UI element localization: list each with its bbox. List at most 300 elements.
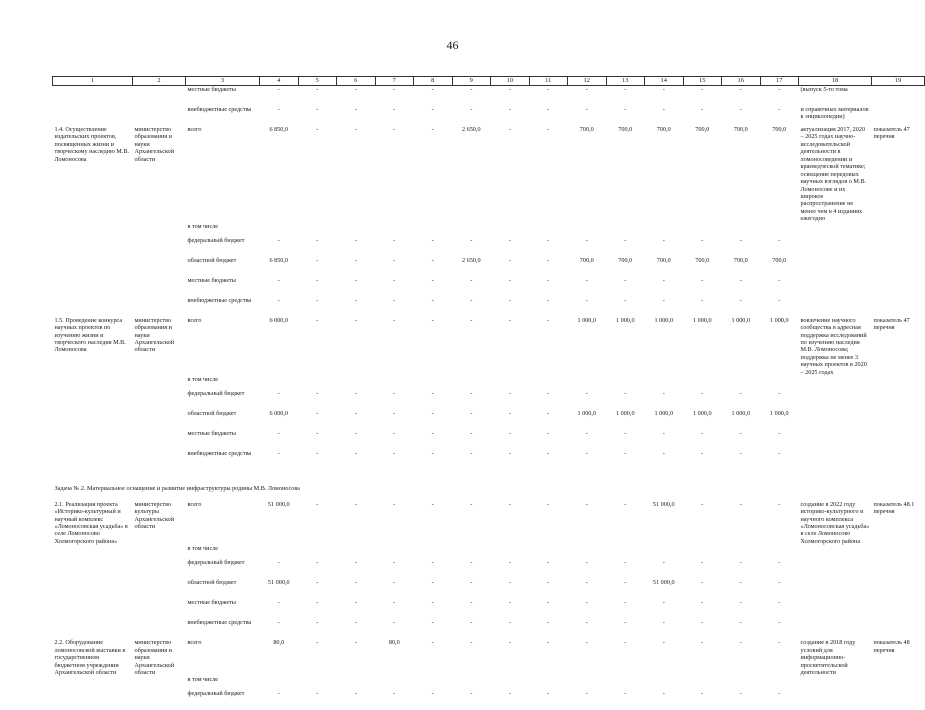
table-row <box>53 376 925 390</box>
amount-cell: - <box>260 106 299 126</box>
activity-cell: 1.4. Осуществление издательских проектов, посвященных жизни и творческому наследию М.В. Ломоносова <box>53 126 133 223</box>
amount-cell <box>414 376 453 390</box>
activity-cell <box>53 450 133 470</box>
amount-cell: 1 000,0 <box>606 317 645 377</box>
amount-cell <box>760 545 799 559</box>
amount-cell: 1 000,0 <box>683 317 722 377</box>
funding-source-cell: областной бюджет <box>186 410 260 430</box>
amount-cell: - <box>529 126 568 223</box>
amount-cell: - <box>298 579 337 599</box>
amount-cell: 700,0 <box>760 126 799 223</box>
executor-cell <box>133 690 186 710</box>
column-header: 15 <box>683 77 722 86</box>
expected-result-cell: и справочных материалов к энциклопедии) <box>799 106 872 126</box>
amount-cell: - <box>722 559 761 579</box>
expected-result-cell <box>799 257 872 277</box>
amount-cell: - <box>491 501 530 546</box>
table-row <box>53 317 925 377</box>
amount-cell: - <box>260 599 299 619</box>
amount-cell: - <box>683 579 722 599</box>
column-header: 16 <box>722 77 761 86</box>
amount-cell: - <box>645 690 684 710</box>
expected-result-cell <box>799 410 872 430</box>
amount-cell <box>568 223 607 237</box>
amount-cell: - <box>375 450 414 470</box>
amount-cell: - <box>645 297 684 317</box>
amount-cell <box>260 676 299 690</box>
amount-cell: - <box>375 297 414 317</box>
page-number: 46 <box>0 38 905 53</box>
amount-cell: - <box>606 450 645 470</box>
amount-cell: - <box>414 106 453 126</box>
amount-cell <box>375 545 414 559</box>
indicator-cell <box>872 106 925 126</box>
executor-cell <box>133 390 186 410</box>
activity-cell <box>53 690 133 710</box>
expected-result-cell <box>799 599 872 619</box>
activity-cell: 2.2. Оборудование ломоносовской выставки в государственном бюджетном учреждении Архангельской области <box>53 639 133 676</box>
amount-cell: - <box>722 450 761 470</box>
amount-cell: - <box>722 277 761 297</box>
table-row <box>53 390 925 410</box>
executor-cell: министерство образования и науки Архангельской области <box>133 126 186 223</box>
amount-cell: - <box>568 599 607 619</box>
amount-cell: - <box>491 297 530 317</box>
amount-cell <box>683 376 722 390</box>
amount-cell: - <box>452 559 491 579</box>
column-header: 1 <box>53 77 133 86</box>
indicator-cell <box>872 619 925 639</box>
amount-cell: - <box>722 390 761 410</box>
amount-cell: - <box>529 430 568 450</box>
amount-cell <box>337 676 376 690</box>
amount-cell <box>645 376 684 390</box>
amount-cell: - <box>529 639 568 676</box>
amount-cell <box>645 676 684 690</box>
amount-cell: - <box>452 297 491 317</box>
amount-cell: - <box>606 430 645 450</box>
amount-cell: - <box>683 690 722 710</box>
amount-cell <box>568 676 607 690</box>
executor-cell: министерство образования и науки Архангельской области <box>133 317 186 377</box>
amount-cell: 700,0 <box>760 257 799 277</box>
amount-cell: - <box>606 297 645 317</box>
amount-cell: - <box>760 237 799 257</box>
funding-source-cell: в том числе <box>186 545 260 559</box>
activity-cell <box>53 676 133 690</box>
amount-cell: - <box>491 317 530 377</box>
funding-source-cell: внебюджетные средства <box>186 450 260 470</box>
indicator-cell: показатель 47 перечня <box>872 317 925 377</box>
column-header: 18 <box>799 77 872 86</box>
amount-cell: - <box>606 599 645 619</box>
activity-cell <box>53 599 133 619</box>
amount-cell: - <box>452 106 491 126</box>
amount-cell <box>722 376 761 390</box>
amount-cell <box>260 223 299 237</box>
amount-cell: - <box>760 106 799 126</box>
table-row <box>53 257 925 277</box>
amount-cell: - <box>337 430 376 450</box>
amount-cell: - <box>568 277 607 297</box>
amount-cell: - <box>414 690 453 710</box>
amount-cell <box>606 545 645 559</box>
indicator-cell <box>872 257 925 277</box>
funding-source-cell: местные бюджеты <box>186 599 260 619</box>
amount-cell: - <box>760 501 799 546</box>
amount-cell: - <box>298 297 337 317</box>
column-header: 3 <box>186 77 260 86</box>
executor-cell <box>133 106 186 126</box>
amount-cell: - <box>298 690 337 710</box>
amount-cell: - <box>760 86 799 107</box>
amount-cell: - <box>260 690 299 710</box>
amount-cell: - <box>529 297 568 317</box>
amount-cell: 700,0 <box>606 126 645 223</box>
amount-cell: - <box>645 277 684 297</box>
expected-result-cell <box>799 297 872 317</box>
amount-cell: - <box>645 559 684 579</box>
table-row <box>53 106 925 126</box>
amount-cell <box>722 545 761 559</box>
amount-cell <box>760 376 799 390</box>
column-number-header <box>53 77 925 86</box>
amount-cell: - <box>568 559 607 579</box>
amount-cell: - <box>645 390 684 410</box>
activity-cell <box>53 430 133 450</box>
amount-cell <box>760 223 799 237</box>
amount-cell: 700,0 <box>568 257 607 277</box>
table-row <box>53 410 925 430</box>
column-header: 13 <box>606 77 645 86</box>
amount-cell: - <box>760 390 799 410</box>
amount-cell <box>606 676 645 690</box>
amount-cell: - <box>491 390 530 410</box>
table-row <box>53 501 925 546</box>
amount-cell: - <box>260 390 299 410</box>
indicator-cell <box>872 599 925 619</box>
amount-cell: - <box>414 579 453 599</box>
amount-cell <box>298 376 337 390</box>
column-header: 17 <box>760 77 799 86</box>
amount-cell: - <box>375 430 414 450</box>
executor-cell <box>133 86 186 107</box>
amount-cell: - <box>606 639 645 676</box>
indicator-cell <box>872 450 925 470</box>
activity-cell <box>53 579 133 599</box>
amount-cell: 1 000,0 <box>645 317 684 377</box>
amount-cell: - <box>298 126 337 223</box>
amount-cell: - <box>452 619 491 639</box>
amount-cell: - <box>337 690 376 710</box>
table-row <box>53 579 925 599</box>
amount-cell: - <box>529 619 568 639</box>
expected-result-cell <box>799 450 872 470</box>
amount-cell: - <box>645 450 684 470</box>
funding-source-cell: федеральный бюджет <box>186 237 260 257</box>
amount-cell: - <box>298 317 337 377</box>
activity-cell <box>53 86 133 107</box>
amount-cell: - <box>337 559 376 579</box>
amount-cell: - <box>606 277 645 297</box>
amount-cell: - <box>452 639 491 676</box>
activity-cell <box>53 257 133 277</box>
expected-result-cell <box>799 390 872 410</box>
amount-cell: - <box>491 639 530 676</box>
amount-cell: - <box>529 599 568 619</box>
expected-result-cell <box>799 430 872 450</box>
amount-cell: - <box>452 237 491 257</box>
amount-cell: - <box>683 599 722 619</box>
amount-cell: - <box>260 450 299 470</box>
amount-cell: - <box>298 237 337 257</box>
expected-result-cell: создание в 2018 году условий для информационно-просветительской деятельности <box>799 639 872 676</box>
amount-cell: - <box>529 579 568 599</box>
amount-cell: - <box>568 579 607 599</box>
amount-cell: - <box>337 390 376 410</box>
amount-cell: - <box>375 501 414 546</box>
amount-cell: - <box>722 106 761 126</box>
amount-cell: - <box>683 297 722 317</box>
amount-cell: - <box>337 619 376 639</box>
activity-cell <box>53 297 133 317</box>
amount-cell: 6 850,0 <box>260 257 299 277</box>
table-row <box>53 676 925 690</box>
amount-cell: - <box>298 86 337 107</box>
amount-cell <box>298 223 337 237</box>
column-header: 11 <box>529 77 568 86</box>
amount-cell: - <box>645 430 684 450</box>
amount-cell: - <box>337 317 376 377</box>
amount-cell: - <box>683 430 722 450</box>
amount-cell: - <box>645 86 684 107</box>
amount-cell: - <box>529 237 568 257</box>
amount-cell: - <box>722 639 761 676</box>
amount-cell: - <box>760 297 799 317</box>
amount-cell <box>606 376 645 390</box>
executor-cell <box>133 619 186 639</box>
executor-cell <box>133 237 186 257</box>
amount-cell: - <box>606 501 645 546</box>
amount-cell: - <box>722 690 761 710</box>
amount-cell <box>491 223 530 237</box>
amount-cell <box>683 676 722 690</box>
amount-cell: - <box>568 106 607 126</box>
expected-result-cell: актуализация 2017, 2020 – 2025 годах научно-исследовательской деятельности в ломоносоведении и краеведческой тематике; освещение передовых научных взглядов о М.В. Ломоносове и их широкое распространение не менее чем в 4 изданиях ежегодно <box>799 126 872 223</box>
amount-cell: - <box>760 450 799 470</box>
amount-cell: - <box>337 237 376 257</box>
amount-cell: - <box>375 126 414 223</box>
funding-source-cell: в том числе <box>186 376 260 390</box>
amount-cell: - <box>645 619 684 639</box>
task-heading-row <box>53 470 925 500</box>
indicator-cell <box>872 390 925 410</box>
amount-cell: - <box>375 257 414 277</box>
amount-cell: - <box>452 317 491 377</box>
amount-cell: - <box>452 430 491 450</box>
expected-result-cell <box>799 559 872 579</box>
executor-cell <box>133 297 186 317</box>
amount-cell <box>414 676 453 690</box>
amount-cell <box>337 376 376 390</box>
amount-cell: - <box>683 86 722 107</box>
budget-table <box>52 76 925 710</box>
amount-cell: - <box>760 559 799 579</box>
amount-cell: - <box>491 257 530 277</box>
indicator-cell <box>872 690 925 710</box>
funding-source-cell: в том числе <box>186 676 260 690</box>
amount-cell: - <box>568 619 607 639</box>
amount-cell: - <box>683 450 722 470</box>
table-body <box>53 86 925 710</box>
amount-cell: 2 650,0 <box>452 257 491 277</box>
amount-cell: 1 000,0 <box>760 410 799 430</box>
table-row <box>53 223 925 237</box>
column-header: 8 <box>414 77 453 86</box>
amount-cell: - <box>260 277 299 297</box>
activity-cell <box>53 559 133 579</box>
funding-source-cell: федеральный бюджет <box>186 559 260 579</box>
amount-cell: - <box>337 450 376 470</box>
amount-cell: - <box>683 639 722 676</box>
amount-cell: - <box>260 297 299 317</box>
amount-cell <box>529 545 568 559</box>
amount-cell: 700,0 <box>683 257 722 277</box>
amount-cell <box>491 545 530 559</box>
amount-cell: - <box>298 450 337 470</box>
funding-source-cell: в том числе <box>186 223 260 237</box>
amount-cell <box>683 223 722 237</box>
indicator-cell <box>872 277 925 297</box>
amount-cell: - <box>722 501 761 546</box>
column-header: 14 <box>645 77 684 86</box>
amount-cell: - <box>414 501 453 546</box>
table-row <box>53 639 925 676</box>
table-row <box>53 619 925 639</box>
amount-cell: - <box>491 619 530 639</box>
amount-cell: - <box>491 106 530 126</box>
expected-result-cell <box>799 277 872 297</box>
amount-cell: - <box>722 579 761 599</box>
task-heading: Задача № 2. Материальное оснащение и развитие инфраструктуры родины М.В. Ломоносова <box>53 470 925 500</box>
amount-cell: - <box>760 277 799 297</box>
amount-cell <box>452 545 491 559</box>
activity-cell <box>53 545 133 559</box>
indicator-cell: показатель 47 перечня <box>872 126 925 223</box>
amount-cell: - <box>568 639 607 676</box>
amount-cell: - <box>298 390 337 410</box>
executor-cell: министерство образования и науки Архангельской области <box>133 639 186 676</box>
amount-cell: - <box>529 690 568 710</box>
amount-cell: - <box>337 86 376 107</box>
amount-cell: - <box>414 257 453 277</box>
amount-cell: - <box>606 237 645 257</box>
amount-cell: - <box>375 86 414 107</box>
amount-cell: 1 000,0 <box>606 410 645 430</box>
amount-cell <box>452 223 491 237</box>
amount-cell: - <box>260 237 299 257</box>
indicator-cell <box>872 579 925 599</box>
executor-cell <box>133 410 186 430</box>
amount-cell: - <box>414 619 453 639</box>
activity-cell: 1.5. Проведение конкурса научных проектов по изучению жизни и творческого наследия М.В. Ломоносова <box>53 317 133 377</box>
amount-cell: - <box>452 599 491 619</box>
amount-cell <box>298 676 337 690</box>
amount-cell: 51 000,0 <box>260 579 299 599</box>
table-row <box>53 277 925 297</box>
amount-cell <box>375 223 414 237</box>
amount-cell: - <box>414 410 453 430</box>
amount-cell: - <box>491 690 530 710</box>
amount-cell: - <box>375 317 414 377</box>
funding-source-cell: областной бюджет <box>186 257 260 277</box>
amount-cell: - <box>760 690 799 710</box>
indicator-cell <box>872 410 925 430</box>
table-row <box>53 599 925 619</box>
column-header: 5 <box>298 77 337 86</box>
amount-cell: - <box>606 86 645 107</box>
amount-cell: - <box>414 599 453 619</box>
amount-cell: - <box>645 599 684 619</box>
amount-cell <box>375 376 414 390</box>
amount-cell: 2 650,0 <box>452 126 491 223</box>
amount-cell: - <box>529 317 568 377</box>
amount-cell: - <box>606 690 645 710</box>
amount-cell: - <box>414 237 453 257</box>
amount-cell: - <box>760 579 799 599</box>
amount-cell: - <box>452 86 491 107</box>
funding-source-cell: областной бюджет <box>186 579 260 599</box>
indicator-cell <box>872 237 925 257</box>
amount-cell: 6 000,0 <box>260 317 299 377</box>
amount-cell: - <box>491 410 530 430</box>
amount-cell <box>298 545 337 559</box>
amount-cell <box>645 545 684 559</box>
activity-cell <box>53 376 133 390</box>
amount-cell: - <box>722 599 761 619</box>
amount-cell: - <box>337 277 376 297</box>
amount-cell: - <box>645 106 684 126</box>
amount-cell <box>568 376 607 390</box>
amount-cell: - <box>298 277 337 297</box>
amount-cell: - <box>337 579 376 599</box>
expected-result-cell <box>799 579 872 599</box>
amount-cell: - <box>568 390 607 410</box>
indicator-cell <box>872 297 925 317</box>
amount-cell <box>722 676 761 690</box>
amount-cell: - <box>452 390 491 410</box>
table-row <box>53 430 925 450</box>
table-row <box>53 545 925 559</box>
amount-cell: - <box>529 390 568 410</box>
amount-cell: 51 000,0 <box>645 501 684 546</box>
executor-cell <box>133 676 186 690</box>
amount-cell: - <box>414 450 453 470</box>
amount-cell: - <box>298 257 337 277</box>
amount-cell: 6 000,0 <box>260 410 299 430</box>
amount-cell: - <box>337 106 376 126</box>
amount-cell: - <box>568 86 607 107</box>
amount-cell: - <box>298 501 337 546</box>
table-row <box>53 126 925 223</box>
amount-cell: - <box>414 390 453 410</box>
funding-source-cell: всего <box>186 501 260 546</box>
amount-cell <box>645 223 684 237</box>
amount-cell: - <box>529 106 568 126</box>
amount-cell: 1 000,0 <box>760 317 799 377</box>
activity-cell <box>53 390 133 410</box>
amount-cell: - <box>606 619 645 639</box>
